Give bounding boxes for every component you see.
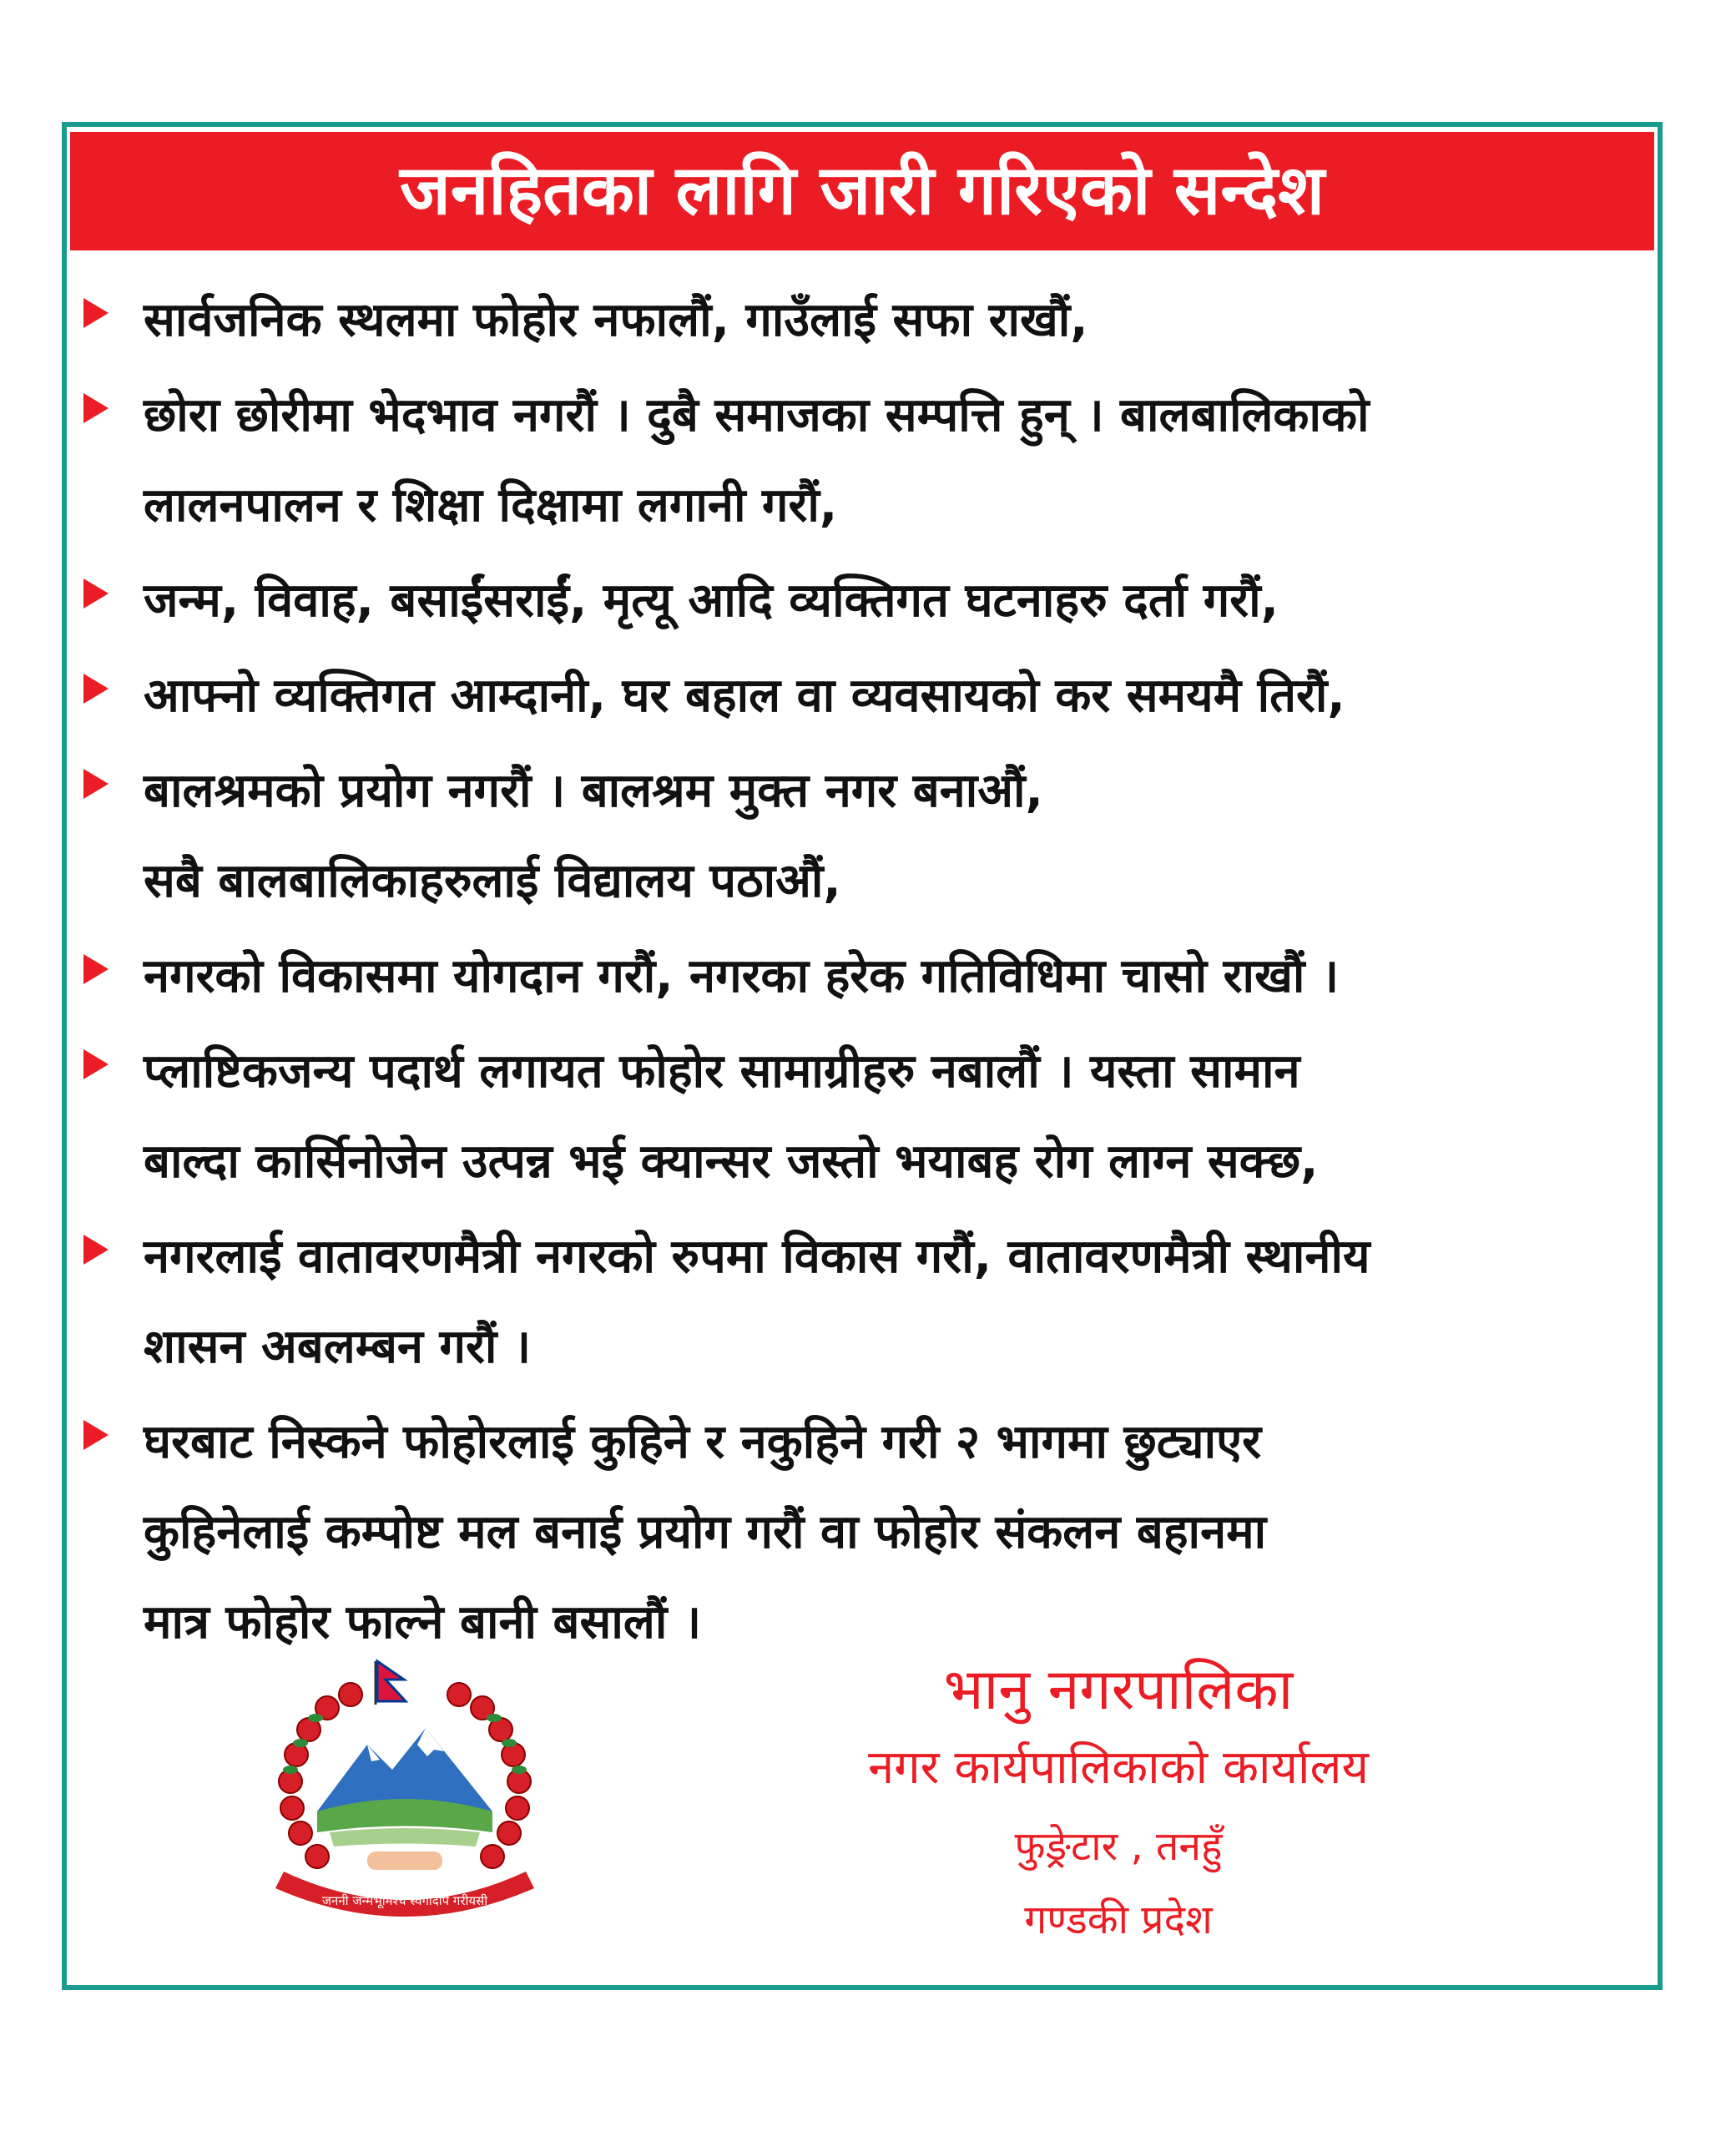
office-name: नगर कार्यपालिकाको कार्यालय bbox=[868, 1740, 1369, 1795]
notice-line: सार्वजनिक स्थलमा फोहोर नफालौं, गाउँलाई सफा राखौं, bbox=[144, 293, 1088, 347]
notice-title: जनहितका लागि जारी गरिएको सन्देश bbox=[70, 132, 1654, 250]
notice-line: जन्म, विवाह, बसाईंसराईं, मृत्यू आदि व्यक्तिगत घटनाहरु दर्ता गरौं, bbox=[144, 573, 1279, 628]
notice-line: बाल्दा कार्सिनोजेन उत्पन्न भई क्यान्सर जस्तो भयाबह रोग लाग्न सक्छ, bbox=[144, 1134, 1319, 1189]
notice-line: बालश्रमको प्रयोग नगरौं । बालश्रम मुक्त नगर बनाऔं, bbox=[144, 764, 1043, 818]
notice-item bbox=[83, 651, 1653, 741]
office-province: गण्डकी प्रदेश bbox=[1024, 1897, 1213, 1943]
triangle-bullet-icon bbox=[83, 1235, 108, 1265]
notice-line: छोरा छोरीमा भेदभाव नगरौं । दुबै समाजका सम्पत्ति हुन् । बालबालिकाको bbox=[144, 388, 1370, 442]
notice-line: लालनपालन र शिक्षा दिक्षामा लगानी गरौं, bbox=[144, 478, 838, 533]
triangle-bullet-icon bbox=[83, 674, 108, 704]
triangle-bullet-icon bbox=[83, 769, 108, 799]
triangle-bullet-icon bbox=[83, 954, 108, 984]
notice-item bbox=[83, 1027, 1653, 1207]
nepal-emblem-icon bbox=[250, 1653, 559, 1937]
notice-item bbox=[83, 1397, 1653, 1668]
notice-line: कुहिनेलाई कम्पोष्ट मल बनाई प्रयोग गरौं वा फोहोर संकलन बहानमा bbox=[144, 1505, 1267, 1559]
notice-list bbox=[83, 275, 1653, 1673]
office-location: फुङ्रेटार , तनहुँ bbox=[1014, 1823, 1223, 1870]
notice-line: घरबाट निस्कने फोहोरलाई कुहिने र नकुहिने गरी २ भागमा छुट्याएर bbox=[144, 1415, 1261, 1469]
notice-item bbox=[83, 746, 1653, 927]
municipality-name: भानु नगरपालिका bbox=[943, 1657, 1294, 1723]
notice-item bbox=[83, 932, 1653, 1022]
notice-line: मात्र फोहोर फाल्ने बानी बसालौं । bbox=[144, 1595, 702, 1649]
notice-line: आफ्नो व्यक्तिगत आम्दानी, घर बहाल वा व्यवसायको कर समयमै तिरौं, bbox=[144, 669, 1345, 723]
notice-item bbox=[83, 556, 1653, 646]
notice-item bbox=[83, 1212, 1653, 1392]
triangle-bullet-icon bbox=[83, 578, 108, 609]
triangle-bullet-icon bbox=[83, 1049, 108, 1079]
notice-line: सबै बालबालिकाहरुलाई विद्यालय पठाऔं, bbox=[144, 854, 841, 908]
notice-line: नगरको विकासमा योगदान गरौं, नगरका हरेक गतिविधिमा चासो राखौं । bbox=[144, 949, 1340, 1003]
notice-item bbox=[83, 275, 1653, 366]
notice-line: नगरलाई वातावरणमैत्री नगरको रुपमा विकास गरौं, वातावरणमैत्री स्थानीय bbox=[144, 1230, 1370, 1284]
triangle-bullet-icon bbox=[83, 298, 108, 328]
triangle-bullet-icon bbox=[83, 393, 108, 423]
triangle-bullet-icon bbox=[83, 1420, 108, 1450]
notice-line: प्लाष्टिकजन्य पदार्थ लगायत फोहोर सामाग्रीहरु नबालौं । यस्ता सामान bbox=[144, 1044, 1300, 1099]
notice-line: शासन अबलम्बन गरौं । bbox=[144, 1320, 532, 1374]
notice-item bbox=[83, 371, 1653, 551]
emblem-motto: जननी जन्मभूमिश्च स्वर्गादपि गरीयसी bbox=[321, 1893, 488, 1908]
